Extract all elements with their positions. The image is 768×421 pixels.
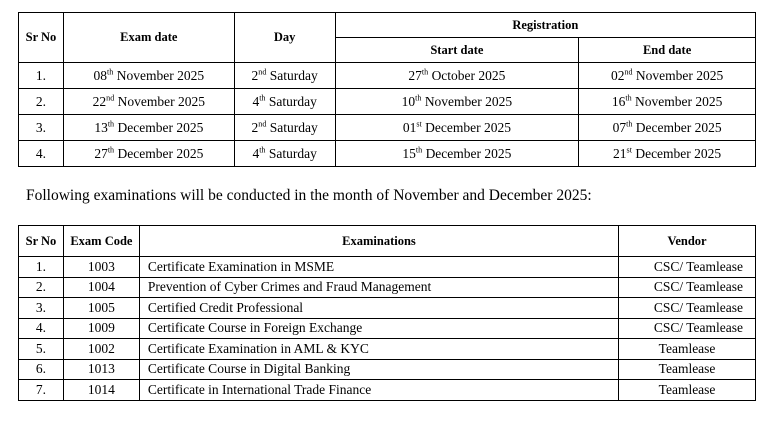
cell-exam-code: 1002 — [63, 339, 139, 360]
header-exam-code: Exam Code — [63, 226, 139, 257]
cell-vendor: Teamlease — [619, 380, 756, 401]
header-start-date: Start date — [335, 38, 579, 63]
table-row — [19, 380, 756, 401]
header-sr-no: Sr No — [19, 226, 64, 257]
header-day: Day — [234, 13, 335, 63]
cell-examination: Prevention of Cyber Crimes and Fraud Management — [139, 277, 618, 298]
cell-day: 4th Saturday — [234, 89, 335, 115]
table-row — [19, 298, 756, 319]
cell-sr: 1. — [19, 63, 64, 89]
table-row — [19, 115, 756, 141]
examinations-table — [18, 225, 756, 401]
cell-sr: 1. — [19, 257, 64, 278]
cell-exam-date: 27th December 2025 — [63, 141, 234, 167]
table-row — [19, 277, 756, 298]
header-examinations: Examinations — [139, 226, 618, 257]
cell-end-date: 21st December 2025 — [579, 141, 756, 167]
table-row — [19, 318, 756, 339]
header-sr-no: Sr No — [19, 13, 64, 63]
cell-sr: 4. — [19, 141, 64, 167]
table-row — [19, 63, 756, 89]
cell-day: 4th Saturday — [234, 141, 335, 167]
cell-exam-code: 1003 — [63, 257, 139, 278]
header-registration: Registration — [335, 13, 755, 38]
table-header-row — [19, 13, 756, 38]
cell-exam-date: 13th December 2025 — [63, 115, 234, 141]
examinations-note: Following examinations will be conducted in the month of November and December 2025: — [26, 187, 592, 204]
cell-exam-date: 08th November 2025 — [63, 63, 234, 89]
cell-vendor: CSC/ Teamlease — [619, 298, 756, 319]
cell-exam-code: 1004 — [63, 277, 139, 298]
cell-vendor: CSC/ Teamlease — [619, 257, 756, 278]
table-header-row — [19, 226, 756, 257]
header-end-date: End date — [579, 38, 756, 63]
cell-start-date: 15th December 2025 — [335, 141, 579, 167]
cell-sr: 7. — [19, 380, 64, 401]
cell-start-date: 10th November 2025 — [335, 89, 579, 115]
cell-start-date: 27th October 2025 — [335, 63, 579, 89]
cell-exam-date: 22nd November 2025 — [63, 89, 234, 115]
cell-examination: Certificate Examination in AML & KYC — [139, 339, 618, 360]
header-exam-date: Exam date — [63, 13, 234, 63]
cell-sr: 2. — [19, 89, 64, 115]
cell-examination: Certificate in International Trade Finance — [139, 380, 618, 401]
cell-sr: 6. — [19, 359, 64, 380]
cell-exam-code: 1005 — [63, 298, 139, 319]
cell-start-date: 01st December 2025 — [335, 115, 579, 141]
cell-exam-code: 1014 — [63, 380, 139, 401]
cell-vendor: Teamlease — [619, 359, 756, 380]
cell-examination: Certificate Examination in MSME — [139, 257, 618, 278]
cell-examination: Certificate Course in Foreign Exchange — [139, 318, 618, 339]
exam-schedule-table — [18, 12, 756, 167]
cell-vendor: CSC/ Teamlease — [619, 277, 756, 298]
cell-exam-code: 1009 — [63, 318, 139, 339]
cell-sr: 5. — [19, 339, 64, 360]
table-row — [19, 141, 756, 167]
cell-examination: Certified Credit Professional — [139, 298, 618, 319]
cell-end-date: 02nd November 2025 — [579, 63, 756, 89]
table-row — [19, 359, 756, 380]
table-row — [19, 339, 756, 360]
cell-day: 2nd Saturday — [234, 63, 335, 89]
cell-end-date: 16th November 2025 — [579, 89, 756, 115]
cell-end-date: 07th December 2025 — [579, 115, 756, 141]
cell-sr: 4. — [19, 318, 64, 339]
cell-sr: 2. — [19, 277, 64, 298]
header-vendor: Vendor — [619, 226, 756, 257]
cell-sr: 3. — [19, 115, 64, 141]
table-row — [19, 89, 756, 115]
cell-exam-code: 1013 — [63, 359, 139, 380]
cell-vendor: Teamlease — [619, 339, 756, 360]
cell-examination: Certificate Course in Digital Banking — [139, 359, 618, 380]
table-row — [19, 257, 756, 278]
cell-vendor: CSC/ Teamlease — [619, 318, 756, 339]
cell-day: 2nd Saturday — [234, 115, 335, 141]
cell-sr: 3. — [19, 298, 64, 319]
